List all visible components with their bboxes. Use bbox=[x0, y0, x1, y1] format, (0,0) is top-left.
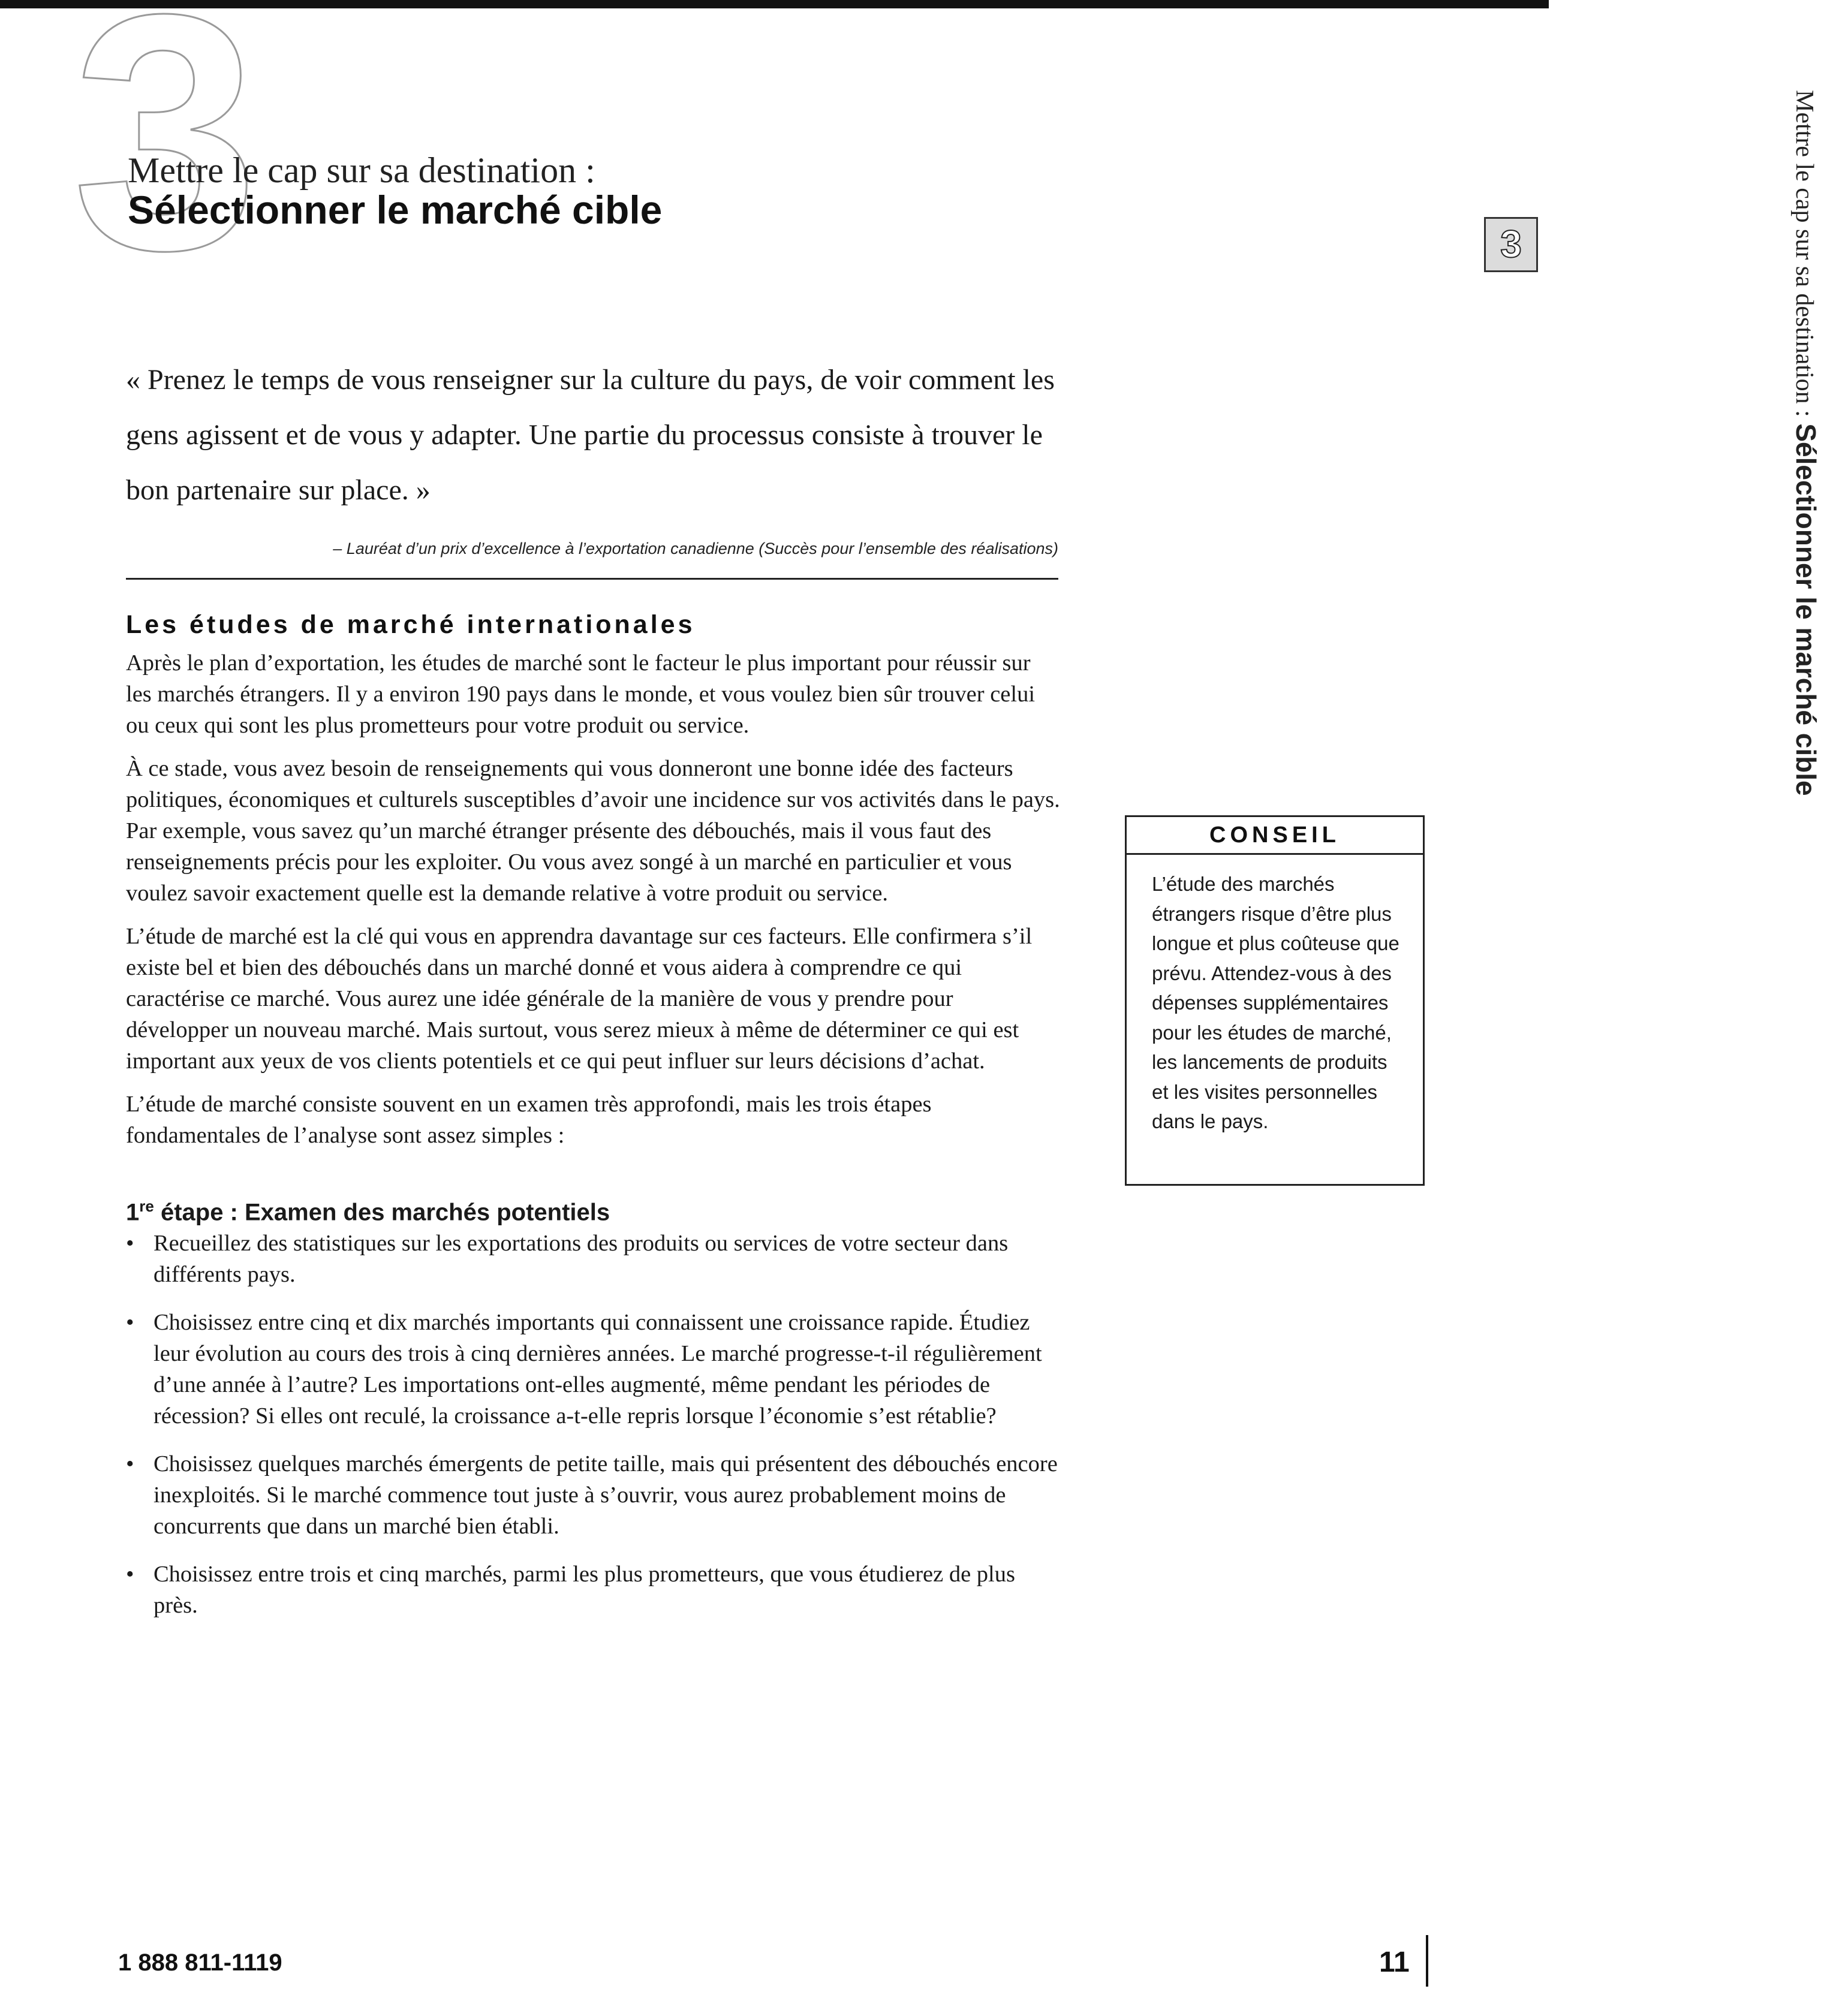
step-title-text: étape : Examen des marchés potentiels bbox=[153, 1199, 610, 1226]
tip-box bbox=[1125, 815, 1425, 1186]
bullet-text: Choisissez entre trois et cinq marchés, parmi les plus prometteurs, que vous étudierez de plus près. bbox=[153, 1562, 1015, 1619]
bullet-icon: • bbox=[126, 1310, 134, 1336]
chapter-title-line1: Mettre le cap sur sa destination : bbox=[128, 150, 595, 190]
step-ordinal-suffix: re bbox=[139, 1197, 154, 1215]
chapter-title-line2: Sélectionner le marché cible bbox=[128, 188, 663, 232]
bullet-text: Choisissez entre cinq et dix marchés importants qui connaissent une croissance rapide. Étudiez leur évolution au cours des trois à cinq dernières années. Le marché progresse-t-il régulièrement d’une année à l’autre? Les importations ont-elles augmenté, même pendant les périodes de récession? Si elles ont reculé, la croissance a-t-elle repris lorsque l’économie s’est rétablie? bbox=[153, 1310, 1042, 1429]
bullet-icon: • bbox=[126, 1451, 134, 1477]
bullet-text: Choisissez quelques marchés émergents de petite taille, mais qui présentent des débouchés encore inexploités. Si le marché commence tout juste à s’ouvrir, vous aurez probablement moins de concurrents que dans un marché bien établi. bbox=[153, 1451, 1058, 1539]
step-number: 1 bbox=[126, 1199, 140, 1226]
quote-attribution: – Lauréat d’un prix d’excellence à l’exportation canadienne (Succès pour l’ensemble des réalisations) bbox=[333, 540, 1058, 558]
pull-quote: « Prenez le temps de vous renseigner sur la culture du pays, de voir comment les gens agissent et de vous y adapter. Une partie du processus consiste à trouver le bon partenaire sur place. » bbox=[126, 364, 1055, 506]
list-item bbox=[126, 1559, 1061, 1621]
chapter-number-watermark: 3 bbox=[72, 0, 259, 320]
body-paragraph: Après le plan d’exportation, les études de marché sont le facteur le plus important pour réussir sur les marchés étrangers. Il y a environ 190 pays dans le monde, et vous voulez bien sûr trouver celui ou ceux qui sont les plus prometteurs pour votre produit ou service. bbox=[126, 650, 1036, 738]
page-number: 11 bbox=[1379, 1946, 1410, 1978]
footer-phone-number: 1 888 811-1119 bbox=[118, 1949, 282, 1976]
main-body bbox=[126, 647, 1061, 1638]
bullet-icon: • bbox=[126, 1562, 134, 1587]
running-title-bold: Sélectionner le marché cible bbox=[1790, 423, 1822, 796]
page-number-rule bbox=[1426, 1935, 1428, 1987]
running-title-vertical bbox=[1782, 90, 1830, 845]
list-item bbox=[126, 1228, 1061, 1290]
body-paragraph: L’étude de marché est la clé qui vous en apprendra davantage sur ces facteurs. Elle confirmera s’il existe bel et bien des débouchés dans un marché donné et vous aidera à comprendre ce qui caractérise ce marché. Vous aurez une idée générale de la manière de vous y prendre pour développer un nouveau marché. Mais surtout, vous serez mieux à même de déterminer ce qui est important aux yeux de vos clients potentiels et ce qui peut influer sur leurs décisions d’achat. bbox=[126, 924, 1033, 1074]
bullet-text: Recueillez des statistiques sur les exportations des produits ou services de votre secteur dans différents pays. bbox=[153, 1231, 1009, 1288]
running-title-regular: Mettre le cap sur sa destination : bbox=[1790, 90, 1818, 424]
chapter-tab: 3 bbox=[1484, 217, 1538, 272]
bullet-icon: • bbox=[126, 1231, 134, 1256]
quote-divider bbox=[126, 578, 1058, 580]
list-item bbox=[126, 1448, 1061, 1542]
body-paragraph: À ce stade, vous avez besoin de renseignements qui vous donneront une bonne idée des facteurs politiques, économiques et culturels susceptibles d’avoir une incidence sur vos activités dans le pays. Par exemple, vous savez qu’un marché étranger présente des débouchés, mais il vous faut des renseignements précis pour les exploiter. Ou vous avez songé à un marché en particulier et vous voulez savoir exactement quelle est la demande relative à votre produit ou service. bbox=[126, 756, 1060, 906]
body-paragraph: L’étude de marché consiste souvent en un examen très approfondi, mais les trois étapes fondamentales de l’analyse sont assez simples : bbox=[126, 1092, 932, 1148]
list-item bbox=[126, 1307, 1061, 1432]
section-heading: Les études de marché internationales bbox=[126, 610, 696, 639]
tip-heading: CONSEIL bbox=[1127, 817, 1423, 855]
step-heading bbox=[126, 1191, 1061, 1228]
step-bullet-list bbox=[126, 1228, 1061, 1621]
tip-text: L’étude des marchés étrangers risque d’être plus longue et plus coûteuse que prévu. Attendez-vous à des dépenses supplémentaires pour les études de marché, les lancements de produits et les visites personnelles dans le pays. bbox=[1152, 873, 1399, 1132]
